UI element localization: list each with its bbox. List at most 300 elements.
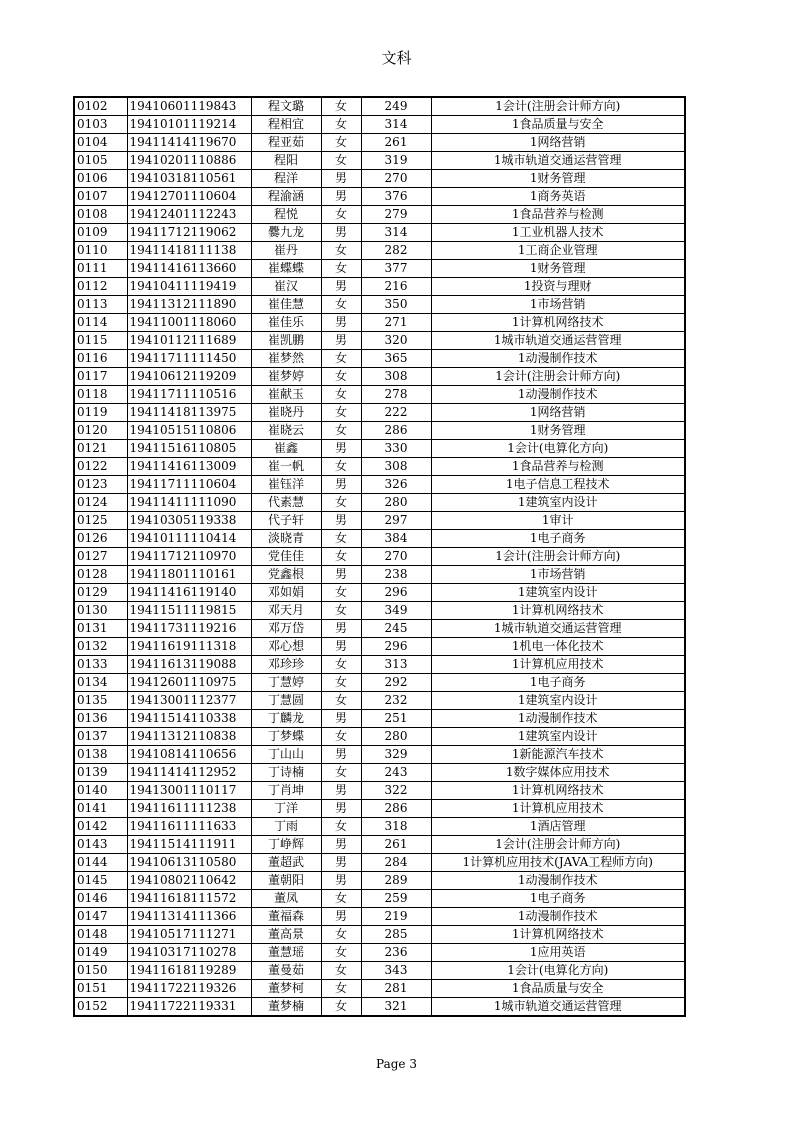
major-cell: 1网络营销 [431, 134, 685, 152]
gender-cell: 女 [321, 260, 361, 278]
table-row [74, 224, 685, 242]
student-name-cell: 董梦楠 [251, 998, 321, 1017]
candidate-id-cell: 19412601110975 [127, 674, 251, 692]
table-row [74, 980, 685, 998]
row-number-cell: 0145 [74, 872, 127, 890]
gender-cell: 女 [321, 692, 361, 710]
major-cell: 1酒店管理 [431, 818, 685, 836]
table-row [74, 710, 685, 728]
major-cell: 1新能源汽车技术 [431, 746, 685, 764]
major-cell: 1动漫制作技术 [431, 350, 685, 368]
candidate-id-cell: 19411516110805 [127, 440, 251, 458]
score-cell: 322 [361, 782, 431, 800]
gender-cell: 女 [321, 404, 361, 422]
major-cell: 1会计(注册会计师方向) [431, 836, 685, 854]
gender-cell: 男 [321, 476, 361, 494]
major-cell: 1工业机器人技术 [431, 224, 685, 242]
candidate-id-cell: 19411611111633 [127, 818, 251, 836]
student-name-cell: 党佳佳 [251, 548, 321, 566]
score-cell: 292 [361, 674, 431, 692]
candidate-id-cell: 19411418113975 [127, 404, 251, 422]
table-row [74, 962, 685, 980]
score-cell: 278 [361, 386, 431, 404]
table-row [74, 97, 685, 116]
gender-cell: 女 [321, 926, 361, 944]
major-cell: 1数字媒体应用技术 [431, 764, 685, 782]
gender-cell: 女 [321, 728, 361, 746]
score-cell: 271 [361, 314, 431, 332]
score-cell: 280 [361, 728, 431, 746]
score-cell: 330 [361, 440, 431, 458]
gender-cell: 女 [321, 602, 361, 620]
candidate-id-cell: 19411801110161 [127, 566, 251, 584]
row-number-cell: 0120 [74, 422, 127, 440]
row-number-cell: 0130 [74, 602, 127, 620]
candidate-id-cell: 19410814110656 [127, 746, 251, 764]
student-name-cell: 董梦柯 [251, 980, 321, 998]
table-row [74, 566, 685, 584]
gender-cell: 女 [321, 242, 361, 260]
table-row [74, 800, 685, 818]
row-number-cell: 0115 [74, 332, 127, 350]
table-row [74, 422, 685, 440]
row-number-cell: 0110 [74, 242, 127, 260]
score-cell: 308 [361, 368, 431, 386]
row-number-cell: 0140 [74, 782, 127, 800]
row-number-cell: 0146 [74, 890, 127, 908]
student-name-cell: 崔佳乐 [251, 314, 321, 332]
major-cell: 1商务英语 [431, 188, 685, 206]
row-number-cell: 0127 [74, 548, 127, 566]
score-cell: 286 [361, 422, 431, 440]
gender-cell: 男 [321, 836, 361, 854]
candidate-id-cell: 19411414119670 [127, 134, 251, 152]
table-row [74, 386, 685, 404]
student-name-cell: 崔丹 [251, 242, 321, 260]
table-row [74, 836, 685, 854]
candidate-id-cell: 19411711111450 [127, 350, 251, 368]
student-name-cell: 爨九龙 [251, 224, 321, 242]
row-number-cell: 0138 [74, 746, 127, 764]
row-number-cell: 0136 [74, 710, 127, 728]
score-cell: 243 [361, 764, 431, 782]
score-cell: 245 [361, 620, 431, 638]
row-number-cell: 0135 [74, 692, 127, 710]
score-cell: 219 [361, 908, 431, 926]
table-row [74, 602, 685, 620]
major-cell: 1市场营销 [431, 566, 685, 584]
student-name-cell: 崔钰洋 [251, 476, 321, 494]
major-cell: 1计算机应用技术(JAVA工程师方向) [431, 854, 685, 872]
gender-cell: 男 [321, 710, 361, 728]
gender-cell: 女 [321, 674, 361, 692]
page-number: Page 3 [376, 1057, 417, 1071]
table-row [74, 908, 685, 926]
row-number-cell: 0133 [74, 656, 127, 674]
student-name-cell: 代子轩 [251, 512, 321, 530]
score-cell: 285 [361, 926, 431, 944]
score-cell: 314 [361, 224, 431, 242]
candidate-id-cell: 19411611111238 [127, 800, 251, 818]
major-cell: 1计算机网络技术 [431, 926, 685, 944]
row-number-cell: 0144 [74, 854, 127, 872]
score-cell: 280 [361, 494, 431, 512]
score-cell: 319 [361, 152, 431, 170]
candidate-id-cell: 19410517111271 [127, 926, 251, 944]
table-row [74, 494, 685, 512]
major-cell: 1计算机网络技术 [431, 314, 685, 332]
major-cell: 1建筑室内设计 [431, 494, 685, 512]
row-number-cell: 0113 [74, 296, 127, 314]
table-row [74, 458, 685, 476]
student-name-cell: 崔汉 [251, 278, 321, 296]
row-number-cell: 0116 [74, 350, 127, 368]
major-cell: 1建筑室内设计 [431, 728, 685, 746]
student-name-cell: 崔献玉 [251, 386, 321, 404]
student-name-cell: 崔佳慧 [251, 296, 321, 314]
major-cell: 1食品营养与检测 [431, 458, 685, 476]
gender-cell: 女 [321, 548, 361, 566]
table-row [74, 476, 685, 494]
score-cell: 384 [361, 530, 431, 548]
score-cell: 289 [361, 872, 431, 890]
gender-cell: 男 [321, 800, 361, 818]
major-cell: 1动漫制作技术 [431, 872, 685, 890]
major-cell: 1财务管理 [431, 422, 685, 440]
student-name-cell: 丁慧圆 [251, 692, 321, 710]
candidate-id-cell: 19411722119331 [127, 998, 251, 1017]
major-cell: 1食品营养与检测 [431, 206, 685, 224]
student-name-cell: 邓万岱 [251, 620, 321, 638]
gender-cell: 女 [321, 368, 361, 386]
row-number-cell: 0102 [74, 97, 127, 116]
student-name-cell: 崔一帆 [251, 458, 321, 476]
major-cell: 1食品质量与安全 [431, 116, 685, 134]
table-row [74, 242, 685, 260]
table-row [74, 926, 685, 944]
candidate-id-cell: 19410515110806 [127, 422, 251, 440]
major-cell: 1财务管理 [431, 260, 685, 278]
table-row [74, 512, 685, 530]
row-number-cell: 0112 [74, 278, 127, 296]
candidate-id-cell: 19410111110414 [127, 530, 251, 548]
candidate-id-cell: 19411418111138 [127, 242, 251, 260]
row-number-cell: 0143 [74, 836, 127, 854]
student-name-cell: 丁慧婷 [251, 674, 321, 692]
candidate-id-cell: 19410318110561 [127, 170, 251, 188]
gender-cell: 男 [321, 314, 361, 332]
score-cell: 296 [361, 584, 431, 602]
major-cell: 1会计(注册会计师方向) [431, 548, 685, 566]
student-name-cell: 党鑫根 [251, 566, 321, 584]
gender-cell: 女 [321, 944, 361, 962]
row-number-cell: 0134 [74, 674, 127, 692]
score-cell: 270 [361, 170, 431, 188]
row-number-cell: 0151 [74, 980, 127, 998]
row-number-cell: 0150 [74, 962, 127, 980]
major-cell: 1建筑室内设计 [431, 692, 685, 710]
score-cell: 350 [361, 296, 431, 314]
major-cell: 1城市轨道交通运营管理 [431, 998, 685, 1017]
student-name-cell: 邓珍珍 [251, 656, 321, 674]
page-title: 文科 [381, 49, 412, 67]
candidate-id-cell: 19410612119209 [127, 368, 251, 386]
major-cell: 1电子商务 [431, 530, 685, 548]
student-name-cell: 程悦 [251, 206, 321, 224]
table-row [74, 854, 685, 872]
gender-cell: 女 [321, 386, 361, 404]
row-number-cell: 0126 [74, 530, 127, 548]
table-row [74, 314, 685, 332]
candidate-id-cell: 19411619111318 [127, 638, 251, 656]
row-number-cell: 0149 [74, 944, 127, 962]
major-cell: 1应用英语 [431, 944, 685, 962]
student-name-cell: 董福森 [251, 908, 321, 926]
table-row [74, 692, 685, 710]
score-cell: 297 [361, 512, 431, 530]
major-cell: 1会计(注册会计师方向) [431, 368, 685, 386]
student-name-cell: 程洋 [251, 170, 321, 188]
row-number-cell: 0118 [74, 386, 127, 404]
gender-cell: 男 [321, 278, 361, 296]
gender-cell: 女 [321, 458, 361, 476]
candidate-id-cell: 19412701110604 [127, 188, 251, 206]
candidate-id-cell: 19411001118060 [127, 314, 251, 332]
score-cell: 251 [361, 710, 431, 728]
score-cell: 321 [361, 998, 431, 1017]
table-row [74, 998, 685, 1017]
row-number-cell: 0109 [74, 224, 127, 242]
candidate-id-cell: 19411711110604 [127, 476, 251, 494]
candidate-id-cell: 19411312111890 [127, 296, 251, 314]
table-row [74, 368, 685, 386]
table-row [74, 944, 685, 962]
candidate-id-cell: 19411618111572 [127, 890, 251, 908]
row-number-cell: 0124 [74, 494, 127, 512]
table-row [74, 656, 685, 674]
student-name-cell: 丁肖坤 [251, 782, 321, 800]
row-number-cell: 0106 [74, 170, 127, 188]
score-cell: 343 [361, 962, 431, 980]
table-row [74, 890, 685, 908]
major-cell: 1城市轨道交通运营管理 [431, 332, 685, 350]
candidate-id-cell: 19410112111689 [127, 332, 251, 350]
student-name-cell: 丁梦蝶 [251, 728, 321, 746]
gender-cell: 男 [321, 638, 361, 656]
student-name-cell: 崔晓丹 [251, 404, 321, 422]
student-name-cell: 丁山山 [251, 746, 321, 764]
student-name-cell: 董超武 [251, 854, 321, 872]
gender-cell: 女 [321, 656, 361, 674]
candidate-id-cell: 19411731119216 [127, 620, 251, 638]
table-row [74, 584, 685, 602]
row-number-cell: 0148 [74, 926, 127, 944]
candidate-id-cell: 19411511119815 [127, 602, 251, 620]
gender-cell: 女 [321, 890, 361, 908]
gender-cell: 女 [321, 296, 361, 314]
student-name-cell: 崔鑫 [251, 440, 321, 458]
gender-cell: 女 [321, 980, 361, 998]
admission-table [73, 96, 686, 1017]
table-row [74, 350, 685, 368]
score-cell: 284 [361, 854, 431, 872]
major-cell: 1财务管理 [431, 170, 685, 188]
gender-cell: 男 [321, 566, 361, 584]
score-cell: 222 [361, 404, 431, 422]
candidate-id-cell: 19411416113660 [127, 260, 251, 278]
gender-cell: 男 [321, 746, 361, 764]
gender-cell: 男 [321, 620, 361, 638]
gender-cell: 男 [321, 908, 361, 926]
student-name-cell: 代素慧 [251, 494, 321, 512]
gender-cell: 女 [321, 152, 361, 170]
gender-cell: 女 [321, 998, 361, 1017]
row-number-cell: 0125 [74, 512, 127, 530]
student-name-cell: 董慧瑶 [251, 944, 321, 962]
candidate-id-cell: 19412401112243 [127, 206, 251, 224]
gender-cell: 男 [321, 440, 361, 458]
table-row [74, 260, 685, 278]
student-name-cell: 崔梦婷 [251, 368, 321, 386]
row-number-cell: 0117 [74, 368, 127, 386]
gender-cell: 女 [321, 206, 361, 224]
student-name-cell: 丁峥辉 [251, 836, 321, 854]
candidate-id-cell: 19410201110886 [127, 152, 251, 170]
score-cell: 320 [361, 332, 431, 350]
table-row [74, 818, 685, 836]
row-number-cell: 0152 [74, 998, 127, 1017]
score-cell: 296 [361, 638, 431, 656]
candidate-id-cell: 19411514110338 [127, 710, 251, 728]
table-row [74, 620, 685, 638]
candidate-id-cell: 19410411119419 [127, 278, 251, 296]
table-row [74, 278, 685, 296]
major-cell: 1计算机应用技术 [431, 656, 685, 674]
gender-cell: 女 [321, 350, 361, 368]
gender-cell: 男 [321, 782, 361, 800]
gender-cell: 女 [321, 494, 361, 512]
table-row [74, 440, 685, 458]
table-row [74, 188, 685, 206]
score-cell: 216 [361, 278, 431, 296]
student-name-cell: 崔晓云 [251, 422, 321, 440]
student-name-cell: 崔梦然 [251, 350, 321, 368]
score-cell: 236 [361, 944, 431, 962]
score-cell: 232 [361, 692, 431, 710]
row-number-cell: 0139 [74, 764, 127, 782]
major-cell: 1建筑室内设计 [431, 584, 685, 602]
row-number-cell: 0103 [74, 116, 127, 134]
gender-cell: 女 [321, 530, 361, 548]
candidate-id-cell: 19410305119338 [127, 512, 251, 530]
candidate-id-cell: 19413001110117 [127, 782, 251, 800]
gender-cell: 女 [321, 764, 361, 782]
candidate-id-cell: 19411722119326 [127, 980, 251, 998]
candidate-id-cell: 19410601119843 [127, 97, 251, 116]
table-row [74, 638, 685, 656]
candidate-id-cell: 19411312110838 [127, 728, 251, 746]
major-cell: 1计算机应用技术 [431, 800, 685, 818]
table-row [74, 152, 685, 170]
score-cell: 281 [361, 980, 431, 998]
major-cell: 1动漫制作技术 [431, 386, 685, 404]
major-cell: 1会计(电算化方向) [431, 440, 685, 458]
score-cell: 313 [361, 656, 431, 674]
table-row [74, 170, 685, 188]
student-name-cell: 董曼茹 [251, 962, 321, 980]
candidate-id-cell: 19411711110516 [127, 386, 251, 404]
score-cell: 329 [361, 746, 431, 764]
table-body [74, 97, 685, 1016]
major-cell: 1城市轨道交通运营管理 [431, 152, 685, 170]
score-cell: 286 [361, 800, 431, 818]
row-number-cell: 0105 [74, 152, 127, 170]
major-cell: 1城市轨道交通运营管理 [431, 620, 685, 638]
score-cell: 282 [361, 242, 431, 260]
candidate-id-cell: 19410613110580 [127, 854, 251, 872]
table-row [74, 764, 685, 782]
score-cell: 261 [361, 836, 431, 854]
student-name-cell: 程渝涵 [251, 188, 321, 206]
major-cell: 1市场营销 [431, 296, 685, 314]
student-name-cell: 程相宜 [251, 116, 321, 134]
student-name-cell: 丁麟龙 [251, 710, 321, 728]
row-number-cell: 0111 [74, 260, 127, 278]
row-number-cell: 0104 [74, 134, 127, 152]
row-number-cell: 0121 [74, 440, 127, 458]
student-name-cell: 董朝阳 [251, 872, 321, 890]
score-cell: 249 [361, 97, 431, 116]
gender-cell: 男 [321, 872, 361, 890]
major-cell: 1投资与理财 [431, 278, 685, 296]
table-row [74, 116, 685, 134]
candidate-id-cell: 19411414112952 [127, 764, 251, 782]
gender-cell: 女 [321, 962, 361, 980]
gender-cell: 男 [321, 188, 361, 206]
candidate-id-cell: 19410802110642 [127, 872, 251, 890]
table-row [74, 206, 685, 224]
candidate-id-cell: 19413001112377 [127, 692, 251, 710]
row-number-cell: 0108 [74, 206, 127, 224]
student-name-cell: 程阳 [251, 152, 321, 170]
row-number-cell: 0147 [74, 908, 127, 926]
table-row [74, 782, 685, 800]
gender-cell: 女 [321, 134, 361, 152]
score-cell: 314 [361, 116, 431, 134]
score-cell: 376 [361, 188, 431, 206]
major-cell: 1动漫制作技术 [431, 710, 685, 728]
table-row [74, 728, 685, 746]
candidate-id-cell: 19411411111090 [127, 494, 251, 512]
gender-cell: 男 [321, 170, 361, 188]
student-name-cell: 崔凯鹏 [251, 332, 321, 350]
major-cell: 1计算机网络技术 [431, 782, 685, 800]
score-cell: 270 [361, 548, 431, 566]
row-number-cell: 0107 [74, 188, 127, 206]
student-name-cell: 程亚茹 [251, 134, 321, 152]
student-name-cell: 邓如娟 [251, 584, 321, 602]
score-cell: 308 [361, 458, 431, 476]
row-number-cell: 0122 [74, 458, 127, 476]
score-cell: 365 [361, 350, 431, 368]
gender-cell: 男 [321, 512, 361, 530]
gender-cell: 男 [321, 854, 361, 872]
candidate-id-cell: 19411416113009 [127, 458, 251, 476]
table-row [74, 296, 685, 314]
gender-cell: 女 [321, 116, 361, 134]
major-cell: 1机电一体化技术 [431, 638, 685, 656]
table-row [74, 530, 685, 548]
